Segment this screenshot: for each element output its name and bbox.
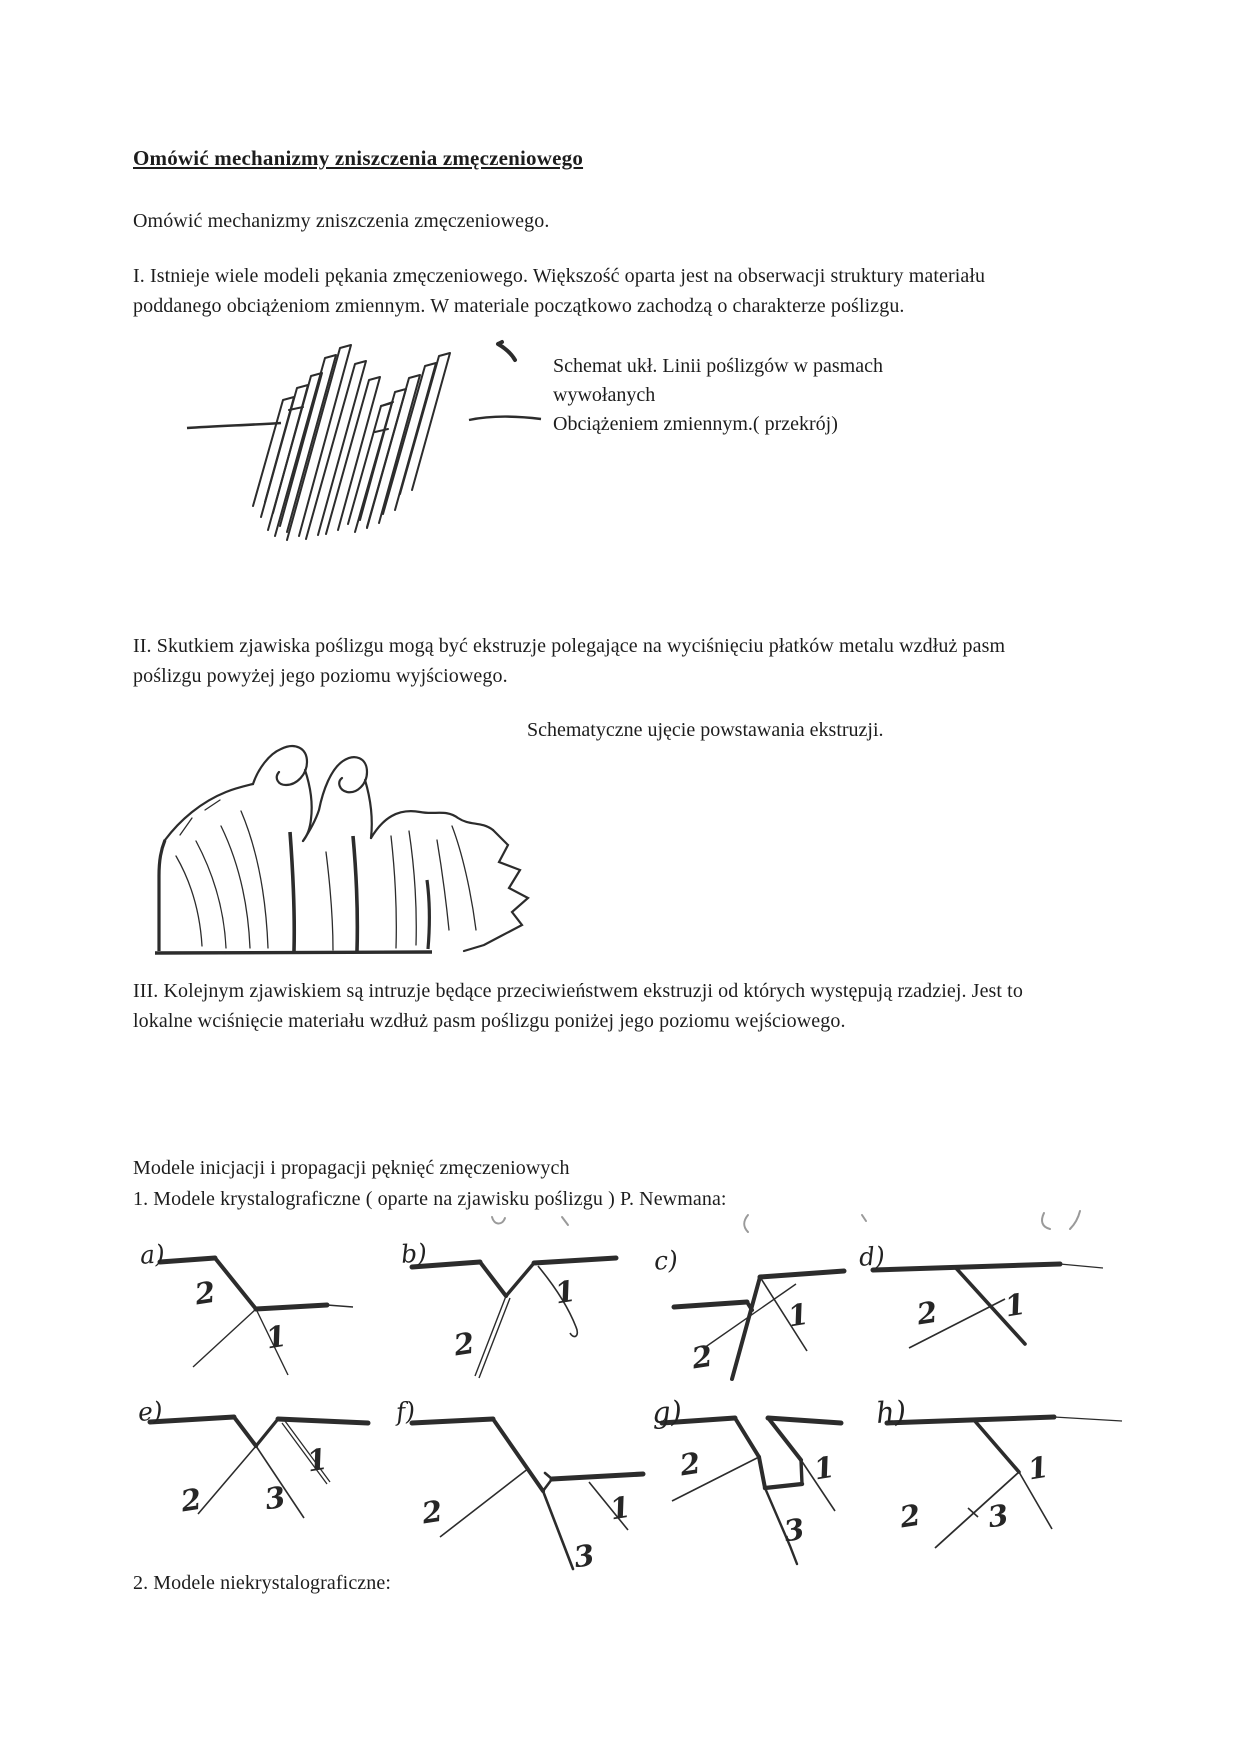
- extrusion-figure: [140, 740, 620, 968]
- crack-model-panel-h: [872, 1395, 1162, 1590]
- crack-model-panel-f: [392, 1395, 657, 1590]
- panel-c-mark-2: 2: [689, 1338, 715, 1376]
- panel-letter-d: d): [858, 1241, 886, 1272]
- panel-h-mark-3: 3: [985, 1497, 1011, 1535]
- crack-model-panel-a: [135, 1238, 385, 1398]
- panel-e-mark-1: 1: [304, 1441, 330, 1479]
- panel-g-mark-1: 1: [811, 1449, 837, 1487]
- panel-b-mark-2: 2: [451, 1325, 477, 1363]
- section-3-paragraph: III. Kolejnym zjawiskiem są intruzje będące przeciwieństwem ekstruzji od których występują rzadziej. Jest to lokalne wciśnięcie materiału wzdłuż pasm poślizgu poniżej jego poziomu wejściowego.: [133, 980, 1023, 1032]
- panel-d-mark-1: 1: [1002, 1286, 1028, 1324]
- crack-model-sketch-h: [872, 1395, 1162, 1590]
- panel-letter-a: a): [139, 1239, 166, 1270]
- figure1-caption: [553, 352, 993, 439]
- panel-c-mark-1: 1: [785, 1296, 811, 1334]
- figure1-caption-line3: Obciążeniem zmiennym.( przekrój): [553, 413, 838, 435]
- crack-model-sketch-b: [398, 1235, 658, 1415]
- panel-h-mark-2: 2: [897, 1497, 923, 1535]
- panel-letter-h: h): [874, 1393, 908, 1431]
- crack-model-sketch-g: [648, 1395, 893, 1590]
- figure1-caption-line1: Schemat ukł. Linii poślizgów w pasmach: [553, 355, 883, 377]
- crack-model-panel-g: [648, 1395, 893, 1590]
- panel-a-mark-1: 1: [263, 1318, 289, 1356]
- panel-b-mark-1: 1: [552, 1273, 578, 1311]
- panel-letter-f: f): [395, 1396, 417, 1427]
- panel-f-mark-3: 3: [571, 1537, 597, 1575]
- figure2-caption: Schematyczne ujęcie powstawania ekstruzji.: [527, 719, 884, 741]
- panel-f-mark-2: 2: [419, 1493, 445, 1531]
- panel-g-mark-3: 3: [781, 1511, 807, 1549]
- crack-model-panel-e: [135, 1395, 395, 1570]
- panel-e-mark-2: 2: [178, 1481, 204, 1519]
- crack-model-sketch-a: [135, 1238, 385, 1398]
- crack-model-panel-d: [855, 1238, 1135, 1388]
- panel-letter-c: c): [653, 1245, 679, 1276]
- panel-a-mark-2: 2: [192, 1274, 218, 1312]
- panel-g-mark-2: 2: [677, 1445, 703, 1483]
- models-item-2: 2. Modele niekrystalograficzne:: [133, 1572, 392, 1594]
- panel-letter-g: g): [650, 1393, 684, 1431]
- panel-d-mark-2: 2: [914, 1294, 940, 1332]
- panel-h-mark-1: 1: [1025, 1449, 1051, 1487]
- crack-model-panel-b: [398, 1235, 658, 1415]
- panel-letter-b: b): [400, 1238, 428, 1269]
- models-heading: Modele inicjacji i propagacji pęknięć zmęczeniowych: [133, 1157, 570, 1179]
- panel-f-mark-1: 1: [607, 1489, 633, 1527]
- crack-model-sketch-d: [855, 1238, 1135, 1388]
- section-1-paragraph: I. Istnieje wiele modeli pękania zmęczeniowego. Większość oparta jest na obserwacji struktury materiału poddanego obciążeniom zmiennym. W materiale początkowo zachodzą o charakterze poślizgu.: [133, 265, 986, 317]
- crack-model-panel-c: [648, 1238, 878, 1413]
- panel-e-mark-3: 3: [262, 1479, 288, 1517]
- panel-letter-e: e): [137, 1396, 164, 1427]
- page-title: Omówić mechanizmy zniszczenia zmęczeniowego: [133, 146, 584, 170]
- intro-line: Omówić mechanizmy zniszczenia zmęczeniowego.: [133, 210, 550, 232]
- section-2-paragraph: II. Skutkiem zjawiska poślizgu mogą być ekstruzje polegające na wyciśnięciu płatków metalu wzdłuż pasm poślizgu powyżej jego poziomu wyjściowego.: [133, 635, 1006, 687]
- figure1-caption-line2: wywołanych: [553, 384, 656, 406]
- models-item-1: 1. Modele krystalograficzne ( oparte na zjawisku poślizgu ) P. Newmana:: [133, 1188, 727, 1210]
- crack-model-sketch-c: [648, 1238, 878, 1413]
- slip-lines-figure: [185, 336, 545, 571]
